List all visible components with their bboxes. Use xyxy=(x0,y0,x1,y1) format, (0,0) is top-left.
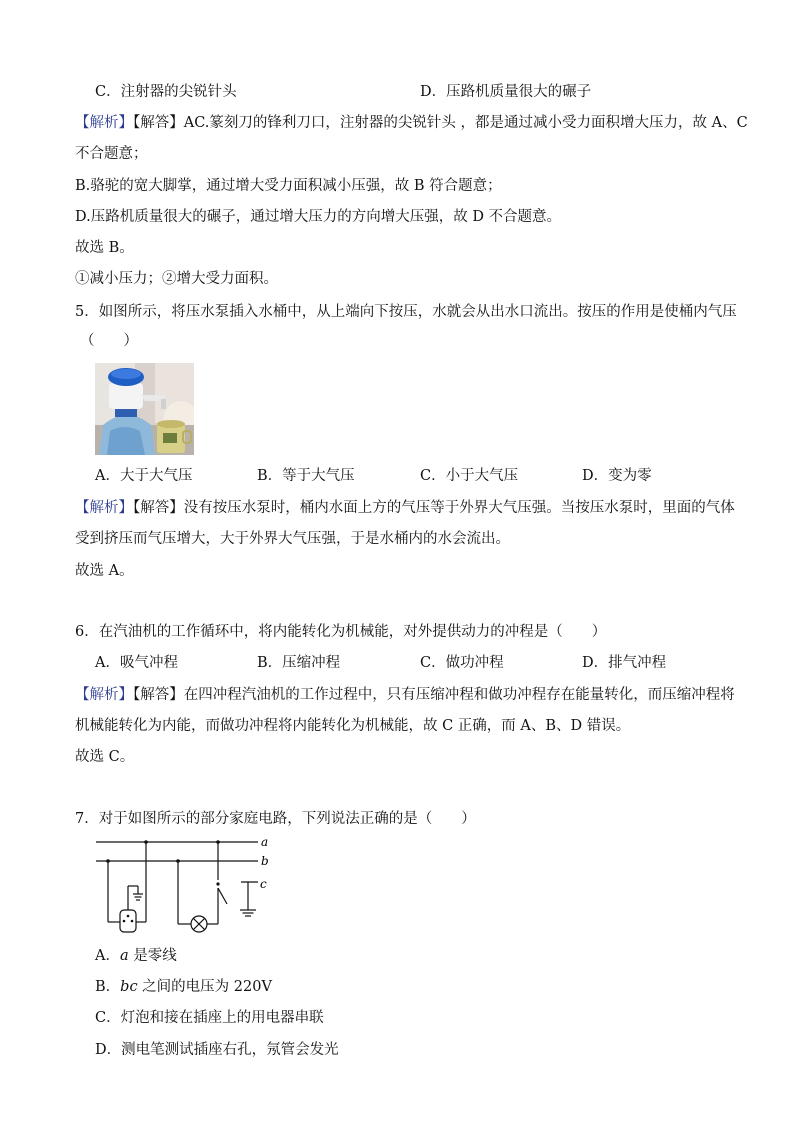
q7-option-b-prefix: B． xyxy=(95,979,121,995)
q5-analysis-text-1: 【解答】没有按压水泵时，桶内水面上方的气压等于外界大气压强。当按压水泵时，里面的气体 xyxy=(133,500,735,516)
q6-option-a: A．吸气冲程 xyxy=(95,655,178,671)
q7-option-a-prefix: A． xyxy=(95,948,120,964)
q5-analysis-line-1 xyxy=(75,498,755,518)
q6-option-b: B．压缩冲程 xyxy=(257,655,341,671)
q6-analysis-text-1: 【解答】在四冲程汽油机的工作过程中，只有压缩冲程和做功冲程存在能量转化，而压缩冲程将 xyxy=(133,687,735,703)
q5-option-d: D．变为零 xyxy=(582,468,652,484)
q4-analysis-line-3: B.骆驼的宽大脚掌，通过增大受力面积减小压强，故 B 符合题意； xyxy=(75,178,502,194)
q7-option-d: D．测电笔测试插座右孔，氖管会发光 xyxy=(95,1042,339,1058)
q5-stem-line-1: 5．如图所示，将压水泵插入水桶中，从上端向下按压，水就会从出水口流出。按压的作用是使桶内气压 xyxy=(75,304,737,320)
analysis-tag: 【解析】 xyxy=(75,687,133,703)
q5-answer: 故选 A。 xyxy=(75,563,134,579)
q7-option-a-text: 是零线 xyxy=(128,948,177,964)
q7-option-b-var: bc xyxy=(120,979,138,995)
q5-option-b: B．等于大气压 xyxy=(257,468,355,484)
q6-analysis-line-1 xyxy=(75,685,755,705)
q4-analysis-text-1: 【解答】AC.篆刻刀的锋利刀口，注射器的尖锐针头 ，都是通过减小受力面积增大压力，故 A、C xyxy=(133,115,748,131)
q4-note: ①减小压力；②增大受力面积。 xyxy=(75,271,278,287)
wire-label-b: b xyxy=(261,854,269,868)
q6-answer: 故选 C。 xyxy=(75,749,135,765)
water-pump-photo xyxy=(95,363,194,455)
q4-analysis-line-1 xyxy=(75,113,755,133)
q4-option-c: C．注射器的尖锐针头 xyxy=(95,84,237,100)
wire-label-a: a xyxy=(261,836,269,849)
q6-analysis-line-2: 机械能转化为内能，而做功冲程将内能转化为机械能，故 C 正确，而 A、B、D 错误。 xyxy=(75,718,631,734)
q5-option-a: A．大于大气压 xyxy=(95,468,193,484)
q7-stem: 7．对于如图所示的部分家庭电路，下列说法正确的是（ ） xyxy=(75,811,476,827)
wire-label-c: c xyxy=(260,877,267,891)
q6-option-c: C．做功冲程 xyxy=(420,655,504,671)
q6-option-d: D．排气冲程 xyxy=(582,655,667,671)
q5-option-c: C．小于大气压 xyxy=(420,468,519,484)
q6-stem: 6．在汽油机的工作循环中，将内能转化为机械能，对外提供动力的冲程是（ ） xyxy=(75,624,607,640)
q4-option-d: D．压路机质量很大的碾子 xyxy=(420,84,592,100)
q7-option-c: C．灯泡和接在插座上的用电器串联 xyxy=(95,1010,324,1026)
water-pump-illustration xyxy=(95,363,194,455)
q7-option-b-text: 之间的电压为 220V xyxy=(137,979,272,995)
q7-option-a xyxy=(95,946,177,966)
analysis-tag: 【解析】 xyxy=(75,115,133,131)
analysis-tag: 【解析】 xyxy=(75,500,133,516)
q4-answer: 故选 B。 xyxy=(75,240,134,256)
q7-option-a-var: a xyxy=(119,948,129,964)
q5-stem-line-2: （ ） xyxy=(80,333,138,349)
q5-analysis-line-2: 受到挤压而气压增大，大于外界大气压强，于是水桶内的水会流出。 xyxy=(75,531,510,547)
q4-analysis-line-2: 不合题意； xyxy=(75,146,148,162)
q7-option-b xyxy=(95,977,272,997)
q4-analysis-line-4: D.压路机质量很大的碾子，通过增大压力的方向增大压强，故 D 不合题意。 xyxy=(75,209,562,225)
household-circuit-diagram xyxy=(90,836,280,938)
